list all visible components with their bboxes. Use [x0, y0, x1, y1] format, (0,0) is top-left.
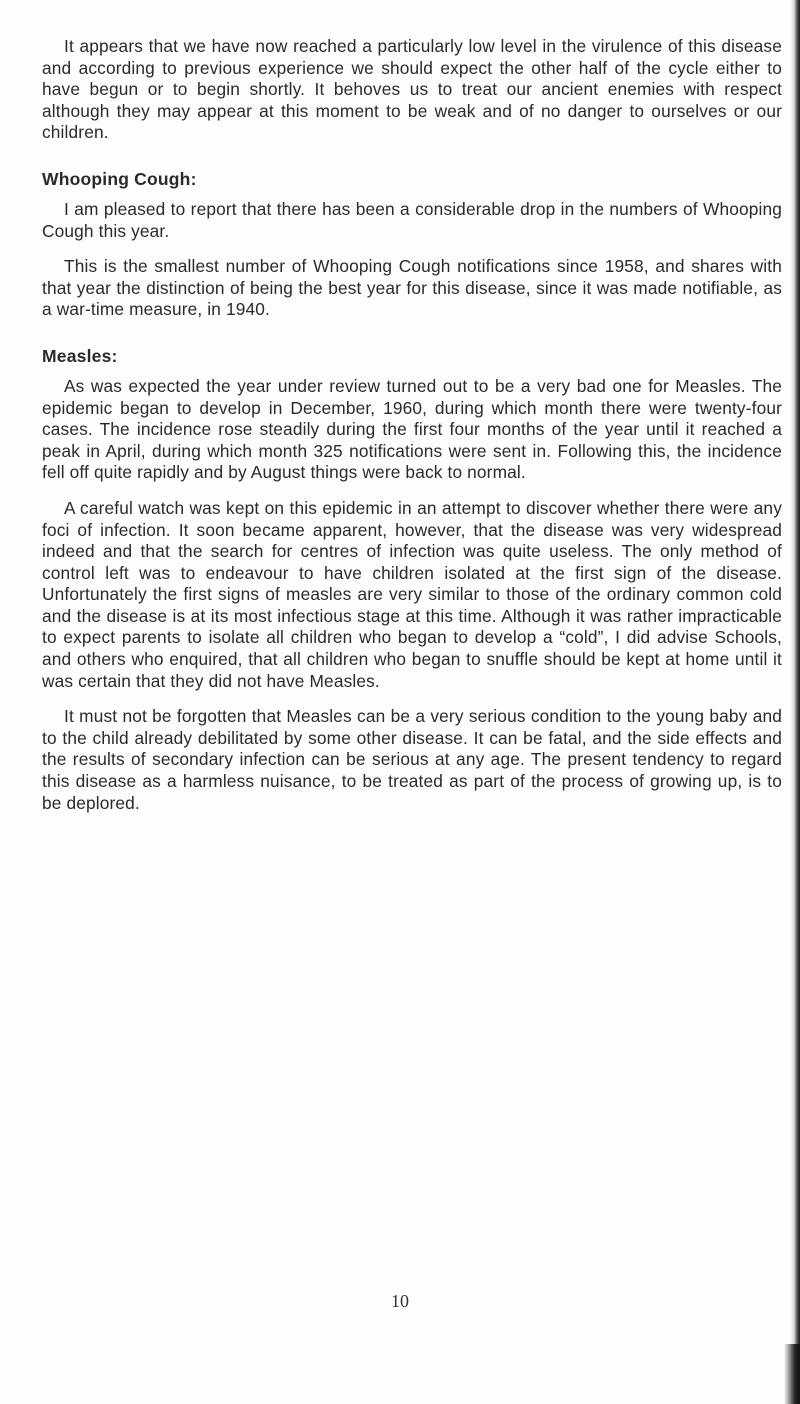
- whooping-cough-section: [42, 168, 782, 321]
- measles-paragraph-2: A careful watch was kept on this epidemic in an attempt to discover whether there were any foci of infection. It soon became apparent, however, that the disease was very widespread indeed and that the search for centres of infection was quite useless. The only method of control left was to endeavour to have children isolated at the first sign of the disease. Unfortunately the first signs of measles are very similar to those of the ordinary common cold and the disease is at its most infectious stage at this time. Although it was rather impracticable to expect parents to isolate all children who began to develop a “cold”, I did advise Schools, and others who enquired, that all children who began to snuffle should be kept at home until it was certain that they did not have Measles.: [42, 497, 782, 691]
- intro-paragraph: It appears that we have now reached a particularly low level in the virulence of this disease and according to previous experience we should expect the other half of the cycle either to have begun or to begin shortly. It behoves us to treat our ancient enemies with respect although they may appear at this moment to be weak and of no danger to ourselves or our children.: [42, 36, 782, 143]
- page-body: [42, 36, 782, 814]
- page-corner-shadow: [784, 1344, 800, 1404]
- whooping-cough-heading: Whooping Cough:: [42, 168, 197, 189]
- measles-paragraph-1: As was expected the year under review turned out to be a very bad one for Measles. The epidemic began to develop in December, 1960, during which month there were twenty-four cases. The incidence rose steadily during the first four months of the year until it reached a peak in April, during which month 325 notifications were sent in. Following this, the incidence fell off quite rapidly and by August things were back to normal.: [42, 375, 782, 483]
- whooping-cough-paragraph-2: This is the smallest number of Whooping Cough notifications since 1958, and shares with that year the distinction of being the best year for this disease, since it was made notifiable, as a war-time measure, in 1940.: [42, 256, 782, 320]
- measles-section: [42, 345, 782, 814]
- measles-heading: Measles:: [42, 345, 118, 366]
- page-number: 10: [391, 1291, 409, 1311]
- binding-edge-shadow: [790, 0, 800, 1404]
- measles-paragraph-3: It must not be forgotten that Measles can be a very serious condition to the young baby and to the child already debilitated by some other disease. It can be fatal, and the side effects and the results of secondary infection can be serious at any age. The present tendency to regard this disease as a harmless nuisance, to be treated as part of the process of growing up, is to be deplored.: [42, 706, 782, 813]
- whooping-cough-paragraph-1: I am pleased to report that there has been a considerable drop in the numbers of Whooping Cough this year.: [42, 198, 782, 241]
